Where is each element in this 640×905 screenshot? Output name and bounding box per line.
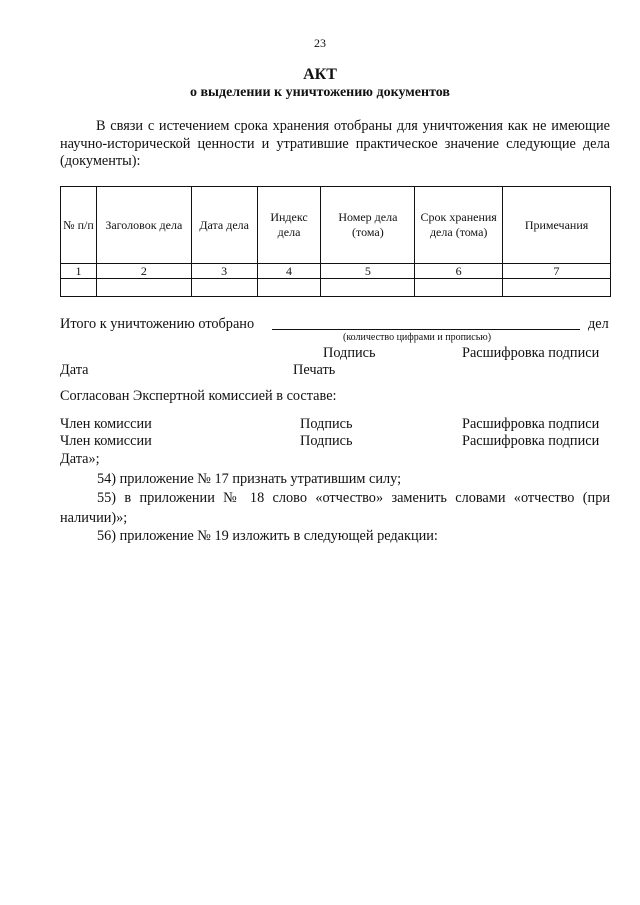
member-role: Член комиссии xyxy=(60,433,152,449)
header-number: № п/п xyxy=(61,187,97,264)
signature-label: Подпись xyxy=(323,345,376,361)
empty-cell xyxy=(415,279,503,297)
total-label: Итого к уничтожению отобрано xyxy=(60,316,255,332)
total-caption: (количество цифрами и прописью) xyxy=(343,332,492,343)
header-retention: Срок хранения дела (тома) xyxy=(415,187,503,264)
empty-cell xyxy=(61,279,97,297)
page-number: 23 xyxy=(314,36,326,50)
column-number: 7 xyxy=(503,264,611,279)
header-date: Дата дела xyxy=(191,187,257,264)
member-decoding: Расшифровка подписи xyxy=(462,433,600,449)
member-decoding: Расшифровка подписи xyxy=(462,416,600,432)
empty-cell xyxy=(191,279,257,297)
header-case-number: Номер дела (тома) xyxy=(321,187,415,264)
empty-cell xyxy=(257,279,321,297)
empty-cell xyxy=(503,279,611,297)
document-subtitle: о выделении к уничтожению документов xyxy=(190,85,450,100)
signature-decoding-label: Расшифровка подписи xyxy=(462,345,600,361)
member-signature: Подпись xyxy=(300,433,353,449)
agreed-label: Согласован Экспертной комиссией в составе: xyxy=(60,388,337,404)
item-54: 54) приложение № 17 признать утратившим силу; xyxy=(97,471,402,487)
document-title: АКТ xyxy=(303,66,337,83)
total-fill-line xyxy=(272,329,580,330)
table-number-row xyxy=(61,264,611,279)
table-empty-row xyxy=(61,279,611,297)
member-signature: Подпись xyxy=(300,416,353,432)
column-number: 4 xyxy=(257,264,321,279)
seal-label: Печать xyxy=(293,362,336,378)
header-title: Заголовок дела xyxy=(96,187,191,264)
column-number: 6 xyxy=(415,264,503,279)
intro-paragraph: В связи с истечением срока хранения отобраны для уничтожения как не имеющие научно-исторической ценности и утратившие практическое значение следующие дела (документы): xyxy=(60,118,610,169)
table-header-row xyxy=(61,187,611,264)
item-55: 55) в приложении № 18 слово «отчество» заменить словами «отчество (при наличии)»; xyxy=(60,490,610,526)
date-closing: Дата»; xyxy=(60,451,100,467)
item-56: 56) приложение № 19 изложить в следующей редакции: xyxy=(97,528,438,544)
empty-cell xyxy=(96,279,191,297)
column-number: 2 xyxy=(96,264,191,279)
total-unit: дел xyxy=(588,316,609,332)
column-number: 5 xyxy=(321,264,415,279)
date-label: Дата xyxy=(60,362,89,378)
member-role: Член комиссии xyxy=(60,416,152,432)
column-number: 3 xyxy=(191,264,257,279)
column-number: 1 xyxy=(61,264,97,279)
empty-cell xyxy=(321,279,415,297)
header-index: Индекс дела xyxy=(257,187,321,264)
header-notes: Примечания xyxy=(503,187,611,264)
documents-table xyxy=(60,186,611,297)
